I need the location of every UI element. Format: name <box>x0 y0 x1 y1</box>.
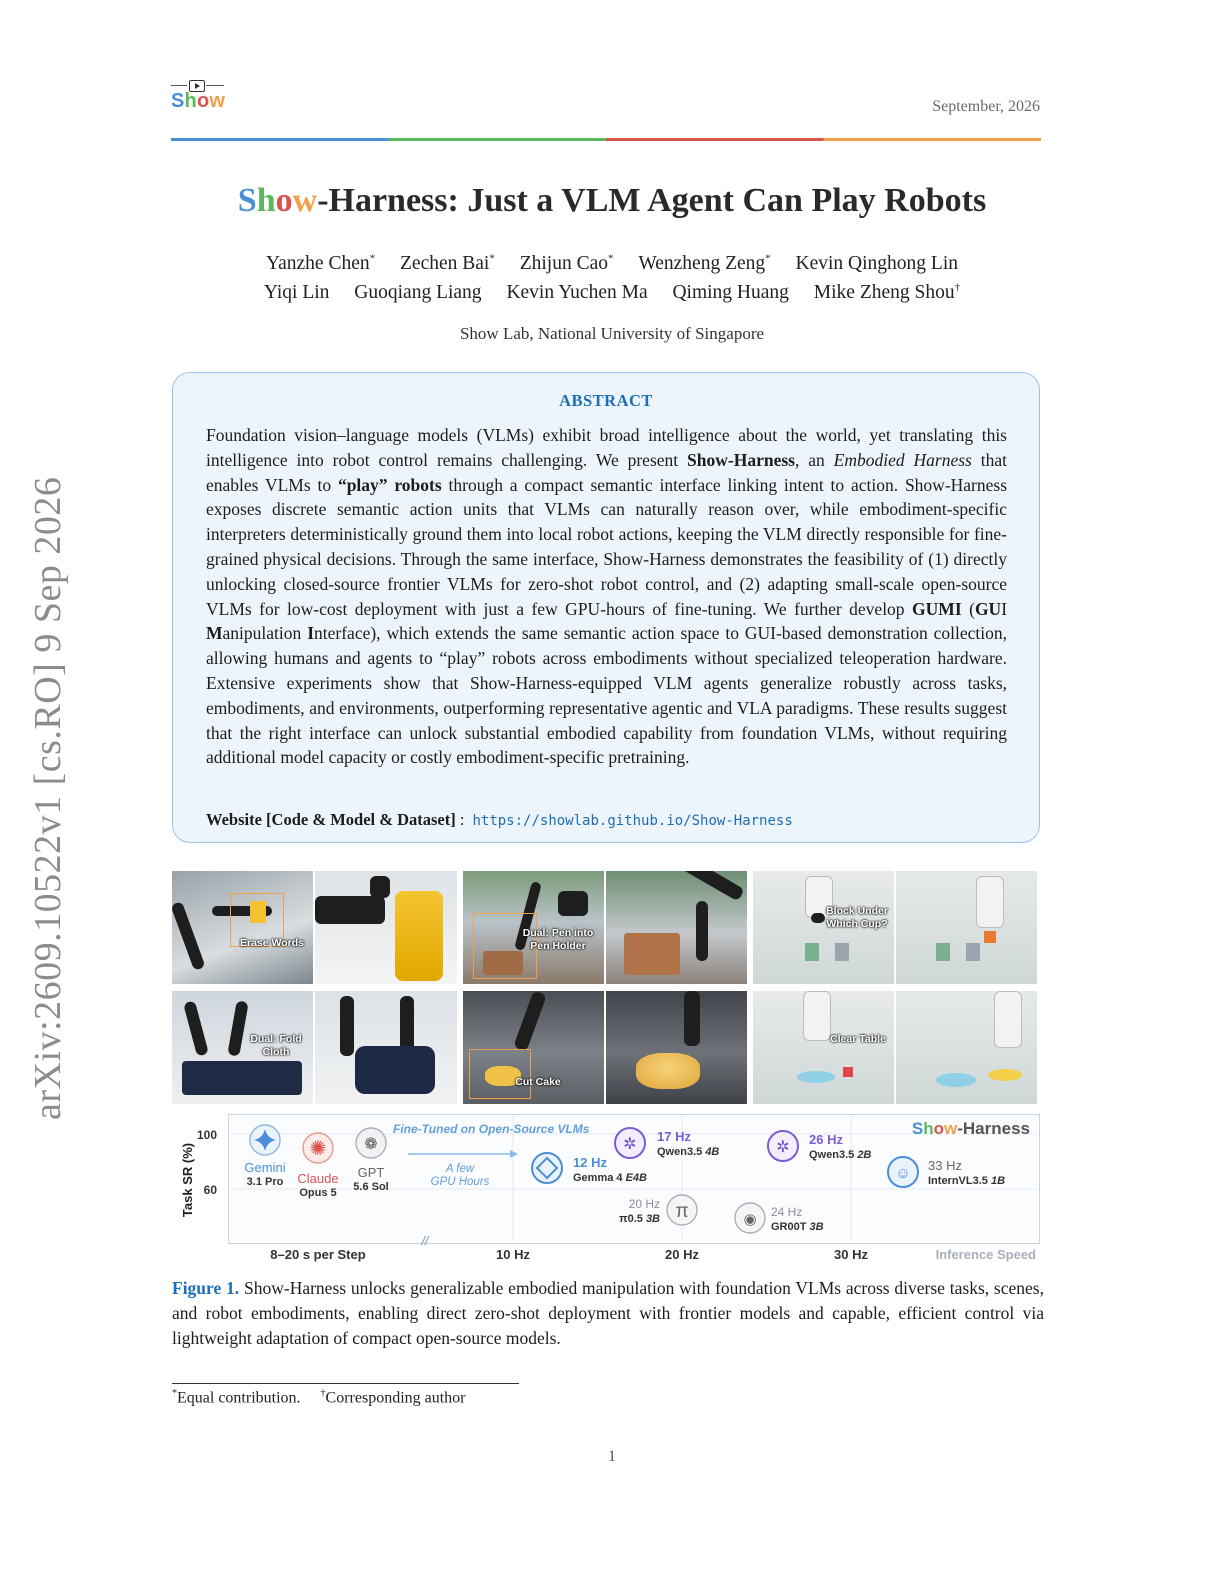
author: Wenzheng Zeng* <box>638 252 771 274</box>
label-block-cup: Block Under Which Cup? <box>826 905 888 930</box>
pi-name: π0.5 3B <box>619 1213 660 1225</box>
footnote: *Equal contribution. †Corresponding author <box>172 1388 466 1407</box>
claude-label: Claude <box>297 1171 339 1186</box>
photo-cut-cake-overview <box>463 991 604 1104</box>
internvl-icon: ☺ <box>895 1165 911 1182</box>
label-fold-cloth: Dual: Fold Cloth <box>250 1033 302 1058</box>
nvidia-icon: ◉ <box>743 1211 757 1228</box>
pi-hz: 20 Hz <box>628 1197 660 1211</box>
photo-fold-cloth-overview <box>172 991 313 1104</box>
qwen-icon: ✲ <box>623 1136 637 1153</box>
abstract-box <box>172 372 1040 843</box>
y-axis-label: Task SR (%) <box>180 1142 195 1218</box>
qwen-2b-hz: 26 Hz <box>809 1132 843 1147</box>
internvl-name: InternVL3.5 1B <box>928 1175 1006 1187</box>
photo-cut-cake-closeup <box>606 991 747 1104</box>
logo-rule-left <box>171 85 187 86</box>
abstract-text: Foundation vision–language models (VLMs) exhibit broad intelligence about the world, yet translating this intelligence into robot control remains challenging. We present Show-Harness, an Embodied Harness that enables VLMs to “play” robots through a compact semantic interface linking intent to action. Show-Harness exposes discrete semantic action units that VLMs can naturally reason over, while embodiment-specific interpreters deterministically ground them into local robot actions, keeping the VLM directly responsible for fine-grained physical decisions. Through the same interface, Show-Harness demonstrates the feasibility of (1) directly unlocking closed-source frontier VLMs for zero-shot robot control, and (2) adapting small-scale open-source VLMs for low-cost deployment with just a few GPU-hours of fine-tuning. We further develop GUMI (GUI Manipulation Interface), which extends the same semantic action space to GUI-based demonstration collection, allowing humans and agents to “play” robots across embodiments without specialized teleoperation hardware. Extensive experiments show that Show-Harness-equipped VLM agents generalize robustly across tasks, embodiments, and environments, outperforming representative agentic and VLA paradigms. These results suggest that the right interface can unlock substantial embodied capability from foundation VLMs, without requiring additional model capacity or costly embodiment-specific pretraining. <box>206 425 1008 768</box>
author: Zhijun Cao* <box>519 252 614 274</box>
gemma-name: Gemma 4 E4B <box>573 1172 647 1184</box>
qwen-2b-name: Qwen3.5 2B <box>809 1149 872 1161</box>
gr00t-name: GR00T 3B <box>771 1221 824 1233</box>
gpt-label: GPT <box>357 1165 385 1180</box>
label-clear-table: Clear Table <box>830 1033 886 1045</box>
logo-text: Show <box>171 90 226 112</box>
author: Kevin Qinghong Lin <box>795 252 958 274</box>
a-few-label: A few <box>445 1163 475 1175</box>
show-lab-logo <box>171 76 231 120</box>
affiliation: Show Lab, National University of Singapore <box>459 324 765 343</box>
arxiv-stamp: arXiv:2609.10522v1 [cs.RO] 9 Sep 2026 <box>27 476 69 1120</box>
fine-tuned-label: Fine-Tuned on Open-Source VLMs <box>393 1122 590 1136</box>
claude-version: Opus 5 <box>299 1187 337 1199</box>
internvl-hz: 33 Hz <box>928 1158 962 1173</box>
label-pen-holder: Dual: Pen into Pen Holder <box>522 927 594 952</box>
publication-date: September, 2026 <box>932 98 1040 115</box>
label-erase-words: Erase Words <box>240 937 304 949</box>
x-axis-title: Inference Speed <box>935 1247 1036 1262</box>
x-tick-baseline: 8–20 s per Step <box>270 1247 366 1262</box>
chart-svg <box>170 1110 1050 1270</box>
photo-erase-words-closeup <box>315 871 457 984</box>
x-tick-20hz: 20 Hz <box>665 1247 699 1262</box>
axis-break-mark: // <box>421 1234 429 1248</box>
photo-clear-table-overview <box>753 991 894 1104</box>
gemma-hz: 12 Hz <box>573 1155 607 1170</box>
authors-line-2 <box>0 281 1224 304</box>
figure-label: Figure 1. <box>172 1278 240 1298</box>
qwen-4b-hz: 17 Hz <box>657 1129 691 1144</box>
photo-block-cup-overview <box>753 871 894 984</box>
pi-icon: π <box>675 1201 689 1222</box>
y-tick-100: 100 <box>196 1128 217 1142</box>
x-tick-10hz: 10 Hz <box>496 1247 530 1262</box>
abstract-heading: ABSTRACT <box>559 391 653 410</box>
photo-clear-table-closeup <box>896 991 1037 1104</box>
y-tick-60: 60 <box>203 1183 217 1197</box>
openai-icon: ❁ <box>364 1136 378 1153</box>
photo-erase-words-overview <box>172 871 313 984</box>
footnote-rule <box>172 1383 519 1384</box>
paper-title: Show-Harness: Just a VLM Agent Can Play Robots <box>237 182 987 219</box>
qwen-icon: ✲ <box>776 1139 790 1156</box>
author: Yanzhe Chen* <box>265 252 376 274</box>
gpu-hours-label: GPU Hours <box>430 1176 490 1188</box>
author: Yiqi Lin <box>263 281 330 303</box>
photo-fold-cloth-closeup <box>315 991 457 1104</box>
author: Qiming Huang <box>672 281 789 303</box>
label-cut-cake: Cut Cake <box>515 1076 561 1088</box>
logo-rule-right <box>206 85 224 86</box>
gpt-version: 5.6 Sol <box>353 1181 389 1193</box>
figure-caption: Figure 1. Show-Harness unlocks generalizable embodied manipulation with foundation VLMs across diverse tasks, scenes, and robot embodiments, enabling direct zero-shot deployment with frontier models and capable, efficient control via lightweight adaptation of compact open-source models. <box>172 1278 1044 1348</box>
authors-line-1 <box>0 252 1224 275</box>
author: Zechen Bai* <box>400 252 495 274</box>
gemini-label: Gemini <box>244 1160 286 1175</box>
header-rule <box>171 138 1041 141</box>
page-number: 1 <box>608 1448 616 1465</box>
author: Kevin Yuchen Ma <box>506 281 648 303</box>
gr00t-hz: 24 Hz <box>771 1205 803 1219</box>
qwen-4b-name: Qwen3.5 4B <box>657 1146 720 1158</box>
chart-brand: Show-Harness <box>911 1119 1030 1138</box>
website-link[interactable]: https://showlab.github.io/Show-Harness <box>472 813 793 829</box>
photo-pen-holder-overview <box>463 871 604 984</box>
gemini-version: 3.1 Pro <box>246 1176 284 1188</box>
claude-icon: ✺ <box>309 1138 327 1160</box>
photo-block-cup-closeup <box>896 871 1037 984</box>
author: Mike Zheng Shou† <box>813 281 961 303</box>
fine-tune-arrowhead <box>510 1150 518 1158</box>
photo-pen-holder-closeup <box>606 871 747 984</box>
x-tick-30hz: 30 Hz <box>834 1247 868 1262</box>
author: Guoqiang Liang <box>354 281 482 303</box>
website-line: Website [Code & Model & Dataset] : https://showlab.github.io/Show-Harness <box>206 810 793 829</box>
